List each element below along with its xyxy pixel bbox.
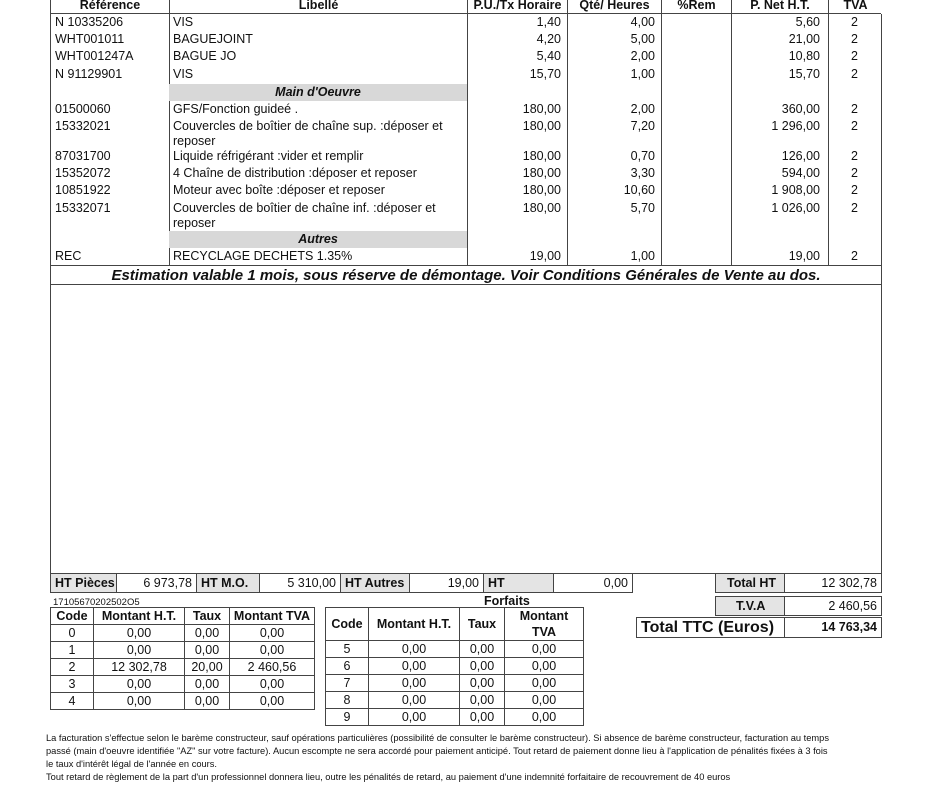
montant-ht: 0,00	[94, 693, 185, 710]
label-continued: reposer	[173, 134, 216, 148]
quantity: 4,00	[630, 15, 655, 29]
ht-pieces-label: HT Pièces	[50, 573, 117, 593]
table-row	[51, 659, 315, 676]
section-other: Autres	[169, 231, 467, 248]
label: 4 Chaîne de distribution :déposer et reposer	[173, 166, 417, 180]
ht-mo-label: HT M.O.	[196, 573, 260, 593]
taux: 0,00	[460, 709, 505, 726]
code: 4	[51, 693, 94, 710]
taux: 0,00	[185, 676, 230, 693]
table-row	[326, 675, 584, 692]
code: 3	[51, 676, 94, 693]
col-separator	[661, 0, 662, 266]
label: BAGUE JO	[173, 49, 237, 63]
unit-price: 180,00	[522, 102, 561, 116]
net-price: 126,00	[781, 149, 820, 163]
montant-tva: 0,00	[230, 693, 315, 710]
col-taux: Taux	[460, 608, 505, 641]
header-divider	[51, 13, 881, 14]
tva-total-label: T.V.A	[715, 596, 785, 616]
montant-ht: 0,00	[94, 642, 185, 659]
net-price: 1 908,00	[771, 183, 820, 197]
col-code: Code	[51, 608, 94, 625]
ht-autres-label: HT Autres	[340, 573, 410, 593]
ref: 15332021	[55, 119, 111, 133]
label: RECYCLAGE DECHETS 1.35%	[173, 249, 353, 263]
quantity: 1,00	[630, 249, 655, 263]
total-ttc-value: 14 763,34	[784, 617, 882, 638]
ref: 10851922	[55, 183, 111, 197]
total-ht-value: 12 302,78	[784, 573, 882, 593]
montant-ht: 0,00	[369, 658, 460, 675]
ref: 87031700	[55, 149, 111, 163]
ref: N 10335206	[55, 15, 124, 29]
col-montant-tva: Montant TVA	[505, 608, 584, 641]
tva-code: 2	[851, 49, 858, 63]
net-price: 15,70	[788, 67, 820, 81]
table-row	[326, 658, 584, 675]
taux: 0,00	[460, 675, 505, 692]
quantity: 7,20	[630, 119, 655, 133]
table-row	[51, 676, 315, 693]
montant-ht: 0,00	[94, 676, 185, 693]
estimation-note: Estimation valable 1 mois, sous réserve de démontage. Voir Conditions Générales de Vente au dos.	[51, 265, 881, 286]
unit-price: 180,00	[522, 201, 561, 215]
col-separator	[567, 0, 568, 266]
quantity: 10,60	[623, 183, 655, 197]
code: 5	[326, 641, 369, 658]
label: BAGUEJOINT	[173, 32, 253, 46]
quantity: 5,00	[630, 32, 655, 46]
tva-code: 2	[851, 149, 858, 163]
unit-price: 1,40	[536, 15, 561, 29]
unit-price: 180,00	[522, 166, 561, 180]
tva-code: 2	[851, 67, 858, 81]
col-separator	[467, 0, 468, 266]
col-montant-tva: Montant TVA	[230, 608, 315, 625]
table-row	[326, 641, 584, 658]
unit-price: 180,00	[522, 183, 561, 197]
montant-tva: 0,00	[505, 641, 584, 658]
header-libelle: Libellé	[170, 0, 467, 14]
tva-code: 2	[851, 119, 858, 133]
unit-price: 180,00	[522, 149, 561, 163]
header-net: P. Net H.T.	[732, 0, 828, 14]
total-ht-label: Total HT	[715, 573, 785, 593]
table-row	[51, 642, 315, 659]
tva-header-row	[51, 608, 315, 625]
net-price: 1 296,00	[771, 119, 820, 133]
net-price: 1 026,00	[771, 201, 820, 215]
montant-ht: 12 302,78	[94, 659, 185, 676]
section-labour: Main d'Oeuvre	[169, 84, 467, 101]
unit-price: 15,70	[529, 67, 561, 81]
col-montant-ht: Montant H.T.	[369, 608, 460, 641]
tva-code: 2	[851, 166, 858, 180]
tva-code: 2	[851, 102, 858, 116]
ref: 15352072	[55, 166, 111, 180]
code: 7	[326, 675, 369, 692]
table-row	[326, 692, 584, 709]
montant-ht: 0,00	[369, 675, 460, 692]
code: 0	[51, 625, 94, 642]
label: Couvercles de boîtier de chaîne sup. :déposer et	[173, 119, 443, 133]
ht-forfaits-label: HT Forfaits	[483, 573, 554, 593]
quantity: 3,30	[630, 166, 655, 180]
net-price: 19,00	[788, 249, 820, 263]
montant-tva: 0,00	[505, 692, 584, 709]
footer-line-4: Tout retard de règlement de la part d'un professionnel donnera lieu, outre les pénalités de retard, au paiement d'une indemnité forfaitaire de recouvrement de 40 euros	[46, 772, 731, 782]
quantity: 5,70	[630, 201, 655, 215]
tva-code: 2	[851, 32, 858, 46]
quantity: 0,70	[630, 149, 655, 163]
montant-tva: 0,00	[230, 676, 315, 693]
unit-price: 4,20	[536, 32, 561, 46]
taux: 0,00	[460, 692, 505, 709]
code: 9	[326, 709, 369, 726]
taux: 0,00	[460, 641, 505, 658]
ref: 01500060	[55, 102, 111, 116]
montant-ht: 0,00	[94, 625, 185, 642]
label-continued: reposer	[173, 216, 216, 230]
montant-tva: 0,00	[505, 658, 584, 675]
footer-line-3: le taux d'intérêt légal de l'année en cours.	[46, 759, 218, 769]
ht-autres-value: 19,00	[409, 573, 484, 593]
taux: 0,00	[460, 658, 505, 675]
net-price: 360,00	[781, 102, 820, 116]
code: 8	[326, 692, 369, 709]
net-price: 594,00	[781, 166, 820, 180]
label: VIS	[173, 67, 194, 81]
document-number: 17105670202502O5	[53, 597, 140, 608]
header-tva: TVA	[829, 0, 882, 14]
ht-forfaits-value: 0,00	[553, 573, 633, 593]
unit-price: 5,40	[536, 49, 561, 63]
tva-code: 2	[851, 183, 858, 197]
col-separator	[731, 0, 732, 266]
header-pu: P.U./Tx Horaire	[468, 0, 567, 14]
label: Moteur avec boîte :déposer et reposer	[173, 183, 385, 197]
quantity: 2,00	[630, 102, 655, 116]
tva-code: 2	[851, 249, 858, 263]
tva-table-left	[50, 607, 315, 710]
montant-tva: 2 460,56	[230, 659, 315, 676]
taux: 0,00	[185, 693, 230, 710]
ref: 15332071	[55, 201, 111, 215]
header-reference: Référence	[51, 0, 169, 14]
taux: 20,00	[185, 659, 230, 676]
invoice-lines-table	[50, 0, 882, 285]
quantity: 2,00	[630, 49, 655, 63]
montant-tva: 0,00	[505, 709, 584, 726]
unit-price: 180,00	[522, 119, 561, 133]
tva-total-value: 2 460,56	[784, 596, 882, 616]
code: 6	[326, 658, 369, 675]
ref: REC	[55, 249, 82, 263]
col-separator	[828, 0, 829, 266]
footer-line-2: passé (main d'oeuvre identifiée "AZ" sur votre facture). Aucun escompte ne sera accordé pour paiement anticipé. Tout retard de paiement donne lieu à l'application de pénalités fixées à 3 fois	[46, 746, 828, 756]
col-code: Code	[326, 608, 369, 641]
ref: WHT001011	[55, 32, 125, 46]
ht-pieces-value: 6 973,78	[116, 573, 197, 593]
label: GFS/Fonction guideé .	[173, 102, 299, 116]
header-qty: Qté/ Heures	[568, 0, 661, 14]
label: VIS	[173, 15, 194, 29]
col-montant-ht: Montant H.T.	[94, 608, 185, 625]
unit-price: 19,00	[529, 249, 561, 263]
taux: 0,00	[185, 625, 230, 642]
table-row	[326, 709, 584, 726]
montant-ht: 0,00	[369, 641, 460, 658]
col-separator	[169, 0, 170, 266]
taux: 0,00	[185, 642, 230, 659]
label: Couvercles de boîtier de chaîne inf. :déposer et	[173, 201, 436, 215]
table-row	[51, 625, 315, 642]
code: 1	[51, 642, 94, 659]
footer-line-1: La facturation s'effectue selon le barème constructeur, sauf opérations particulières (possibilité de consulter le barème constructeur). Si absence de barème constructeur, facturation au temps	[46, 733, 829, 743]
tva-code: 2	[851, 15, 858, 29]
header-rem: %Rem	[662, 0, 731, 14]
table-row	[51, 693, 315, 710]
net-price: 21,00	[788, 32, 820, 46]
total-ttc-label: Total TTC (Euros)	[636, 617, 785, 638]
montant-ht: 0,00	[369, 709, 460, 726]
code: 2	[51, 659, 94, 676]
col-taux: Taux	[185, 608, 230, 625]
tva-header-row	[326, 608, 584, 641]
label: Liquide réfrigérant :vider et remplir	[173, 149, 364, 163]
tva-code: 2	[851, 201, 858, 215]
montant-tva: 0,00	[230, 625, 315, 642]
montant-tva: 0,00	[230, 642, 315, 659]
quantity: 1,00	[630, 67, 655, 81]
ref: N 91129901	[55, 67, 123, 81]
net-price: 10,80	[788, 49, 820, 63]
empty-area	[50, 284, 882, 574]
montant-ht: 0,00	[369, 692, 460, 709]
montant-tva: 0,00	[505, 675, 584, 692]
ref: WHT001247A	[55, 49, 134, 63]
tva-table-right	[325, 607, 584, 726]
ht-mo-value: 5 310,00	[259, 573, 341, 593]
net-price: 5,60	[795, 15, 820, 29]
